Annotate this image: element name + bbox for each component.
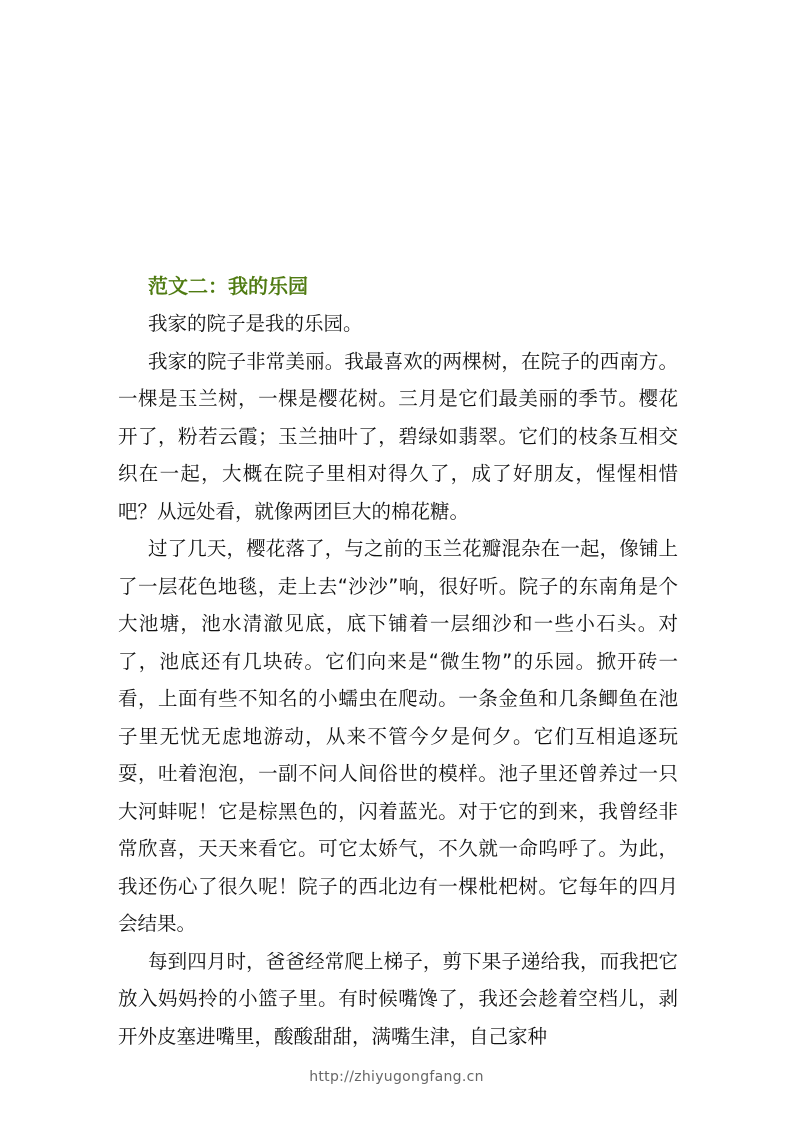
document-body <box>118 268 678 1055</box>
paragraph-4: 每到四月时，爸爸经常爬上梯子，剪下果子递给我，而我把它放入妈妈拎的小篮子里。有时候嘴馋了，我还会趁着空档儿，剥开外皮塞进嘴里，酸酸甜甜，满嘴生津，自己家种 <box>118 949 678 1048</box>
paragraph-1: 我家的院子是我的乐园。 <box>148 312 363 335</box>
paragraph-3: 过了几天，樱花落了，与之前的玉兰花瓣混杂在一起，像铺上了一层花色地毯，走上去“沙沙”响，很好听。院子的东南角是个大池塘，池水清澈见底，底下铺着一层细沙和一些小石头。对了，池底还有几块砖。它们向来是“微生物”的乐园。掀开砖一看，上面有些不知名的小蠕虫在爬动。一条金鱼和几条鲫鱼在池子里无忧无虑地游动，从来不管今夕是何夕。它们互相追逐玩耍，吐着泡泡，一副不问人间俗世的模样。池子里还曾养过一只大河蚌呢！它是棕黑色的，闪着蓝光。对于它的到来，我曾经非常欣喜，天天来看它。可它太娇气，不久就一命呜呼了。为此，我还伤心了很久呢！院子的西北边有一棵枇杷树。它每年的四月会结果。 <box>118 537 678 935</box>
essay-title: 范文二：我的乐园 <box>148 274 308 298</box>
paragraph-2: 我家的院子非常美丽。我最喜欢的两棵树，在院子的西南方。一棵是玉兰树，一棵是樱花树。三月是它们最美丽的季节。樱花开了，粉若云霞；玉兰抽叶了，碧绿如翡翠。它们的枝条互相交织在一起，大概在院子里相对得久了，成了好朋友，惺惺相惜吧？从远处看，就像两团巨大的棉花糖。 <box>118 349 678 523</box>
footer-url: http://zhiyugongfang.cn <box>309 1069 484 1085</box>
